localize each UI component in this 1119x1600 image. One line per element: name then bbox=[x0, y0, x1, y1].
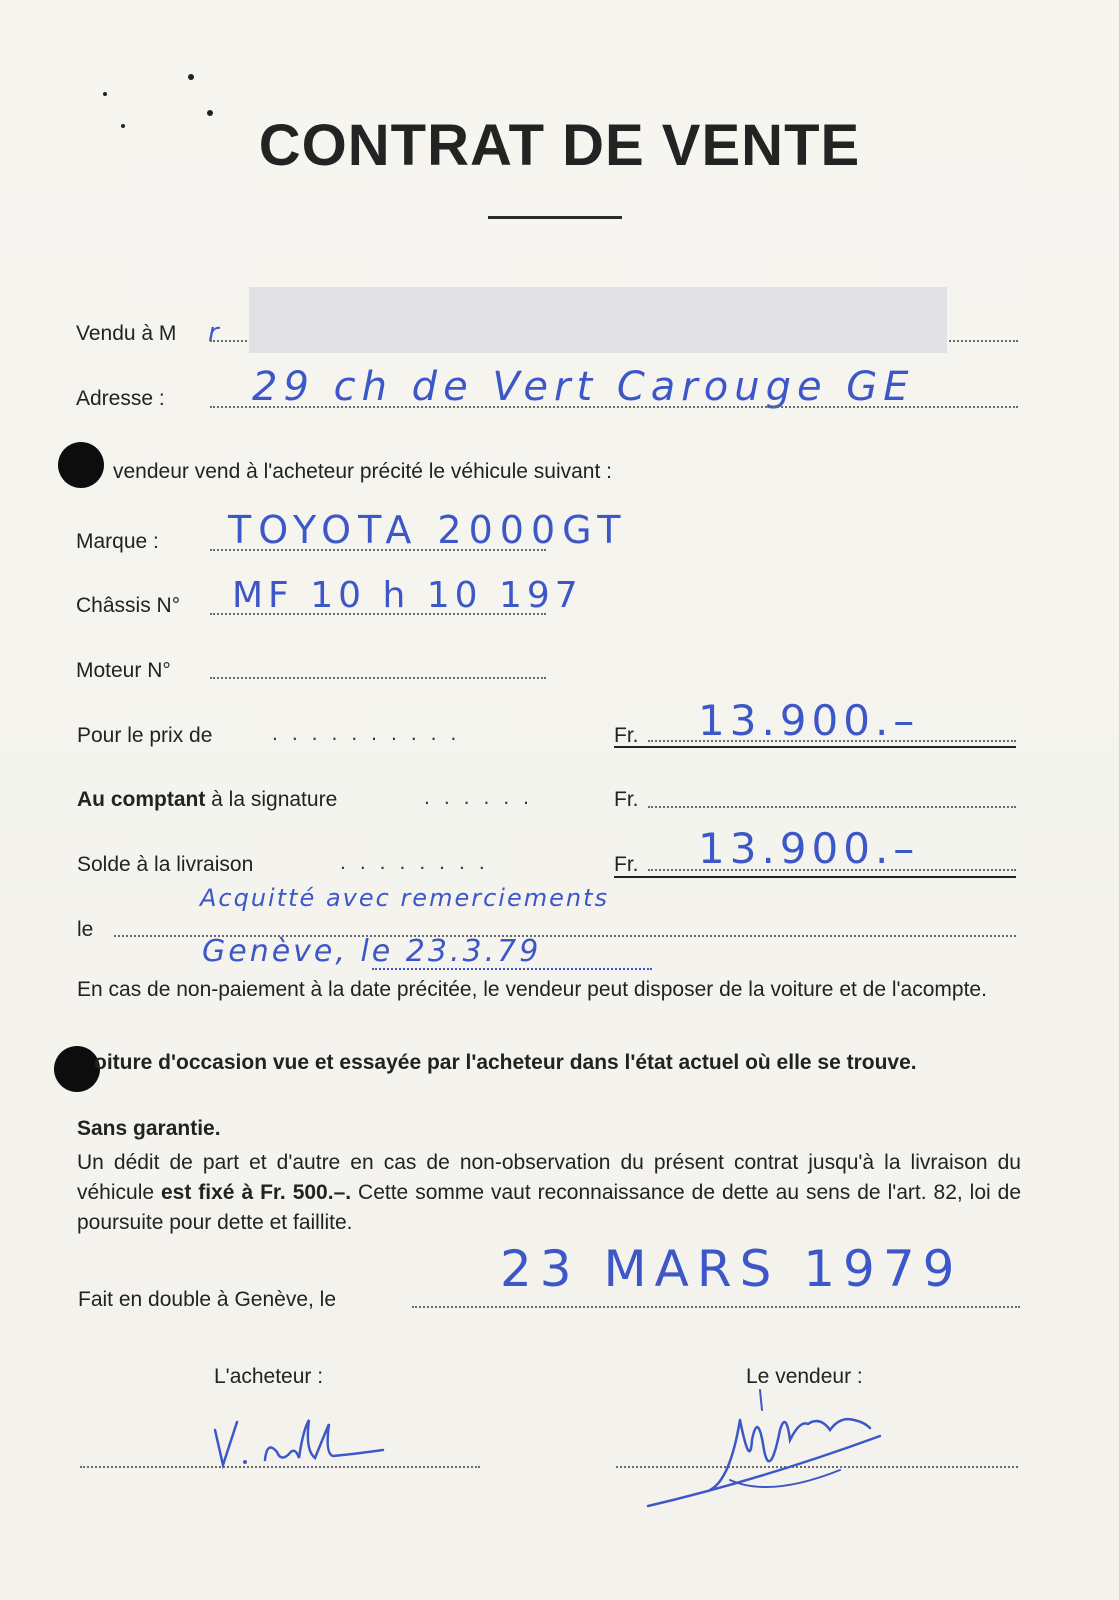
solde-label: Solde à la livraison bbox=[77, 853, 254, 876]
vendeur-label: Le vendeur : bbox=[746, 1365, 863, 1388]
intro-text: vendeur vend à l'acheteur précité le véhicule suivant : bbox=[113, 460, 612, 483]
marque-line bbox=[210, 549, 546, 551]
marque-value: TOYOTA 2000GT bbox=[228, 508, 628, 552]
fait-label: Fait en double à Genève, le bbox=[78, 1288, 337, 1311]
ink-speck bbox=[103, 92, 107, 96]
stamp-dotted-rule bbox=[372, 968, 652, 970]
comptant-line bbox=[648, 806, 1016, 808]
page-title: CONTRAT DE VENTE bbox=[258, 113, 861, 178]
clause-sans-garantie: Sans garantie. bbox=[77, 1117, 221, 1140]
vendu-value: r bbox=[208, 318, 219, 348]
vendu-label: Vendu à M bbox=[76, 322, 177, 345]
moteur-label: Moteur N° bbox=[76, 659, 171, 682]
fait-date: 23 MARS 1979 bbox=[500, 1240, 963, 1298]
fait-line bbox=[412, 1306, 1020, 1308]
acquitte-stamp: Acquitté avec remerciements bbox=[200, 884, 609, 912]
title-underline bbox=[488, 216, 622, 219]
prix-line bbox=[648, 740, 1016, 742]
adresse-line bbox=[210, 406, 1018, 408]
clause-non-paiement: En cas de non-paiement à la date précitée, le vendeur peut disposer de la voiture et de l'acompte. bbox=[77, 978, 987, 1001]
prix-value: 13.900.– bbox=[698, 696, 920, 745]
redaction-box bbox=[249, 287, 947, 353]
dedit-bold: est fixé à Fr. 500.–. bbox=[161, 1181, 352, 1204]
prix-leader-dots: .......... bbox=[272, 722, 471, 745]
adresse-value: 29 ch de Vert Carouge GE bbox=[252, 364, 915, 410]
comptant-label-bold: Au comptant bbox=[77, 788, 206, 811]
chassis-label: Châssis N° bbox=[76, 594, 181, 617]
punch-hole bbox=[58, 442, 104, 488]
acheteur-label: L'acheteur : bbox=[214, 1365, 324, 1388]
prix-currency: Fr. bbox=[614, 724, 639, 747]
vendeur-signature bbox=[640, 1380, 900, 1520]
clause-occasion: oiture d'occasion vue et essayée par l'acheteur dans l'état actuel où elle se trouve. bbox=[94, 1051, 917, 1074]
acheteur-signature bbox=[205, 1410, 405, 1480]
solde-leader-dots: ........ bbox=[340, 851, 499, 874]
le-label: le bbox=[77, 918, 94, 941]
dedit-part2: Cette somme vaut reconnaissance de dette au sens de l'art. 82, loi de poursuite pour dette et faillite. bbox=[77, 1181, 1021, 1234]
comptant-leader-dots: ...... bbox=[424, 786, 544, 809]
stamp-place-date: Genève, le 23.3.79 bbox=[202, 934, 542, 969]
prix-rule bbox=[614, 746, 1016, 748]
clause-dedit bbox=[77, 1148, 1021, 1238]
chassis-value: MF 10 h 10 197 bbox=[232, 575, 583, 616]
prix-label: Pour le prix de bbox=[77, 724, 213, 747]
solde-line bbox=[648, 869, 1016, 871]
moteur-line bbox=[210, 677, 546, 679]
comptant-currency: Fr. bbox=[614, 788, 639, 811]
marque-label: Marque : bbox=[76, 530, 159, 553]
solde-value: 13.900.– bbox=[698, 824, 920, 873]
comptant-label bbox=[77, 788, 337, 812]
dedit-part1: Un dédit de part et d'autre en cas de non-observation du présent contrat jusqu'à la livraison du véhicule bbox=[77, 1151, 1021, 1204]
adresse-label: Adresse : bbox=[76, 387, 165, 410]
ink-speck bbox=[188, 74, 194, 80]
comptant-label-rest: à la signature bbox=[205, 788, 338, 811]
chassis-line bbox=[210, 613, 546, 615]
solde-currency: Fr. bbox=[614, 853, 639, 876]
solde-rule bbox=[614, 876, 1016, 878]
